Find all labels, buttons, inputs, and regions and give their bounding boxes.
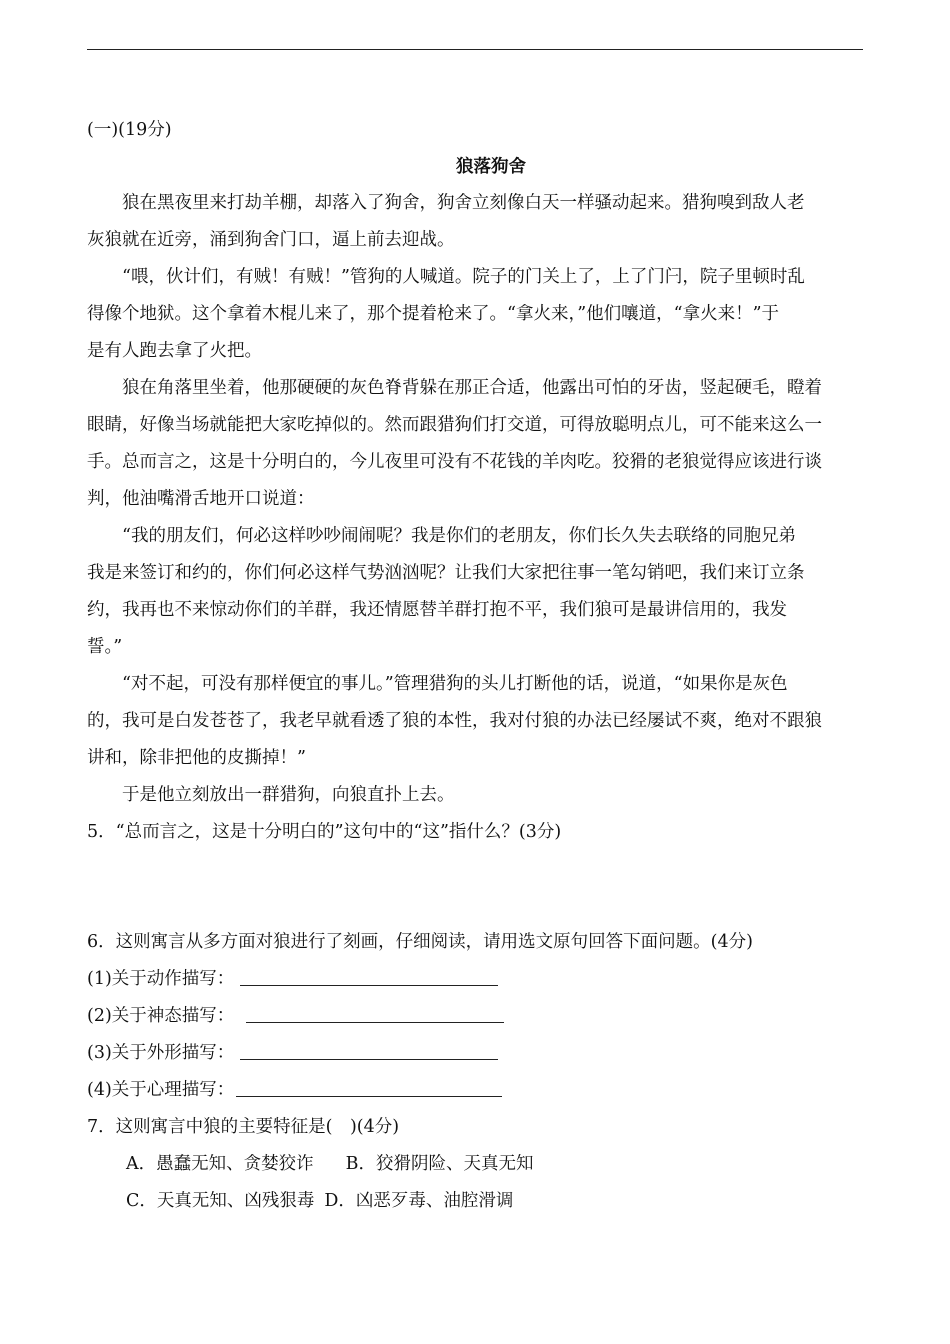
item-label: (3)关于外形描写：: [87, 1043, 235, 1063]
answer-blank[interactable]: [246, 1004, 504, 1023]
item-label: (1)关于动作描写：: [87, 969, 235, 989]
question-6-item-4: [87, 1072, 863, 1109]
passage-line: 我是来签订和约的，你们何必这样气势汹汹呢？让我们大家把往事一笔勾销吧，我们来订立条: [87, 563, 805, 583]
option-c[interactable]: C．天真无知、凶残狠毒: [126, 1191, 315, 1211]
question-7-stem: 7．这则寓言中狼的主要特征是( )(4分): [87, 1117, 400, 1137]
question-7-options-row-2: [87, 1183, 863, 1220]
question-6-stem: 6．这则寓言从多方面对狼进行了刻画，仔细阅读，请用选文原句回答下面问题。(4分): [87, 932, 753, 952]
document-page: [87, 112, 863, 1220]
section-label: (一)(19分): [87, 120, 172, 140]
passage-line: “我的朋友们，何必这样吵吵闹闹呢？我是你们的老朋友，你们长久失去联络的同胞兄弟: [122, 526, 796, 546]
answer-blank[interactable]: [236, 1078, 502, 1097]
passage-line: 得像个地狱。这个拿着木棍儿来了，那个提着枪来了。“拿火来，”他们嚷道，“拿火来！”于: [87, 304, 780, 324]
option-d[interactable]: D．凶恶歹毒、油腔滑调: [324, 1191, 514, 1211]
passage-line: 眼睛，好像当场就能把大家吃掉似的。然而跟猎狗们打交道，可得放聪明点儿，可不能来这么一: [87, 415, 822, 435]
passage-line: 于是他立刻放出一群猎狗，向狼直扑上去。: [122, 785, 455, 805]
question-6-item-1: [87, 961, 863, 998]
passage-line: 是有人跑去拿了火把。: [87, 341, 262, 361]
passage-line: 讲和，除非把他的皮撕掉！”: [87, 748, 306, 768]
header-rule: [87, 49, 863, 50]
question-6-item-2: [87, 998, 863, 1035]
passage-line: 狼在角落里坐着，他那硬硬的灰色脊背躲在那正合适，他露出可怕的牙齿，竖起硬毛，瞪着: [122, 378, 822, 398]
item-label: (4)关于心理描写：: [87, 1080, 235, 1100]
passage-line: 约，我再也不来惊动你们的羊群，我还情愿替羊群打抱不平，我们狼可是最讲信用的，我发: [87, 600, 787, 620]
passage: [87, 185, 863, 814]
question-6-item-3: [87, 1035, 863, 1072]
question-7-options-row-1: [87, 1146, 863, 1183]
question-5: 5．“总而言之，这是十分明白的”这句中的“这”指什么？(3分): [87, 822, 562, 842]
option-b[interactable]: B．狡猾阴险、天真无知: [345, 1154, 534, 1174]
answer-space-q5[interactable]: [87, 851, 863, 924]
passage-title: 狼落狗舍: [456, 157, 526, 177]
passage-line: 狼在黑夜里来打劫羊棚，却落入了狗舍，狗舍立刻像白天一样骚动起来。猎狗嗅到敌人老: [122, 193, 805, 213]
answer-blank[interactable]: [240, 967, 498, 986]
passage-line: “对不起，可没有那样便宜的事儿。”管理猎狗的头儿打断他的话，说道，“如果你是灰色: [122, 674, 788, 694]
passage-line: 灰狼就在近旁，涌到狗舍门口，逼上前去迎战。: [87, 230, 455, 250]
passage-line: 的，我可是白发苍苍了，我老早就看透了狼的本性，我对付狼的办法已经屡试不爽，绝对不跟狼: [87, 711, 822, 731]
passage-line: “喂，伙计们，有贼！有贼！”管狗的人喊道。院子的门关上了，上了门闩，院子里顿时乱: [122, 267, 805, 287]
passage-line: 誓。”: [87, 637, 123, 657]
option-a[interactable]: A．愚蠢无知、贪婪狡诈: [126, 1154, 314, 1174]
item-label: (2)关于神态描写：: [87, 1006, 235, 1026]
passage-line: 手。总而言之，这是十分明白的，今儿夜里可没有不花钱的羊肉吃。狡猾的老狼觉得应该进行谈: [87, 452, 822, 472]
answer-blank[interactable]: [240, 1041, 498, 1060]
passage-line: 判，他油嘴滑舌地开口说道：: [87, 489, 315, 509]
